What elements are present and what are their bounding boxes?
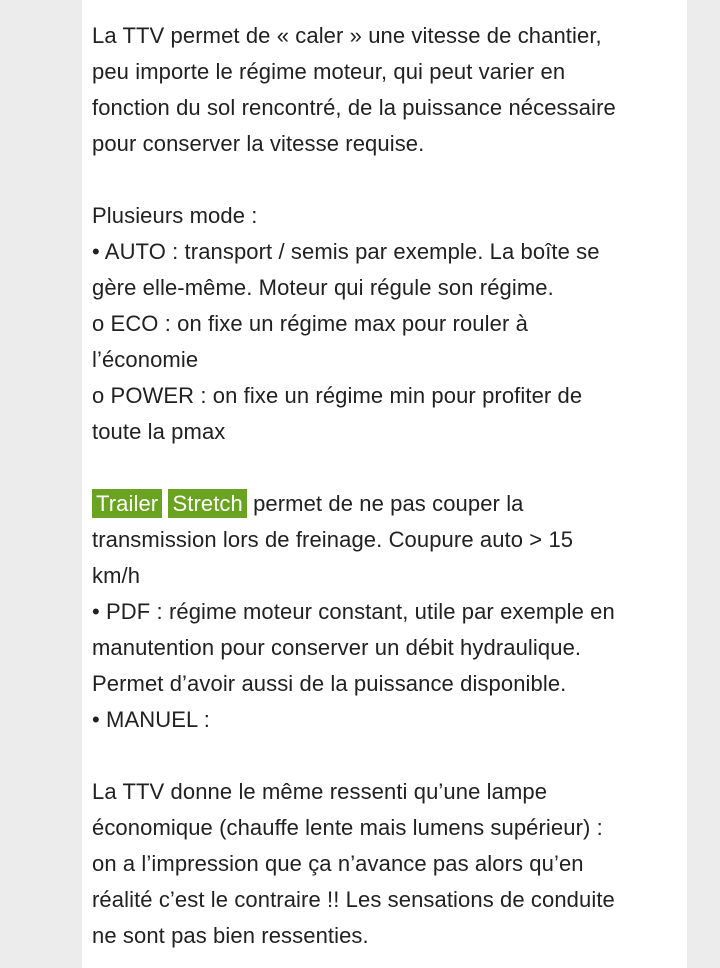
paragraph-spacer — [92, 738, 682, 774]
text-line: La TTV donne le même ressenti qu’une lampe — [92, 779, 548, 804]
document-sheet — [82, 0, 687, 968]
text-line: transmission lors de freinage. Coupure auto > 15 — [92, 527, 574, 552]
text-line: fonction du sol rencontré, de la puissance nécessaire — [92, 95, 616, 120]
text-line: Plusieurs mode : — [92, 203, 258, 228]
paragraph-modes — [92, 198, 682, 450]
text-line: on a l’impression que ça n’avance pas alors qu’en — [92, 851, 584, 876]
list-item-auto: • AUTO : transport / semis par exemple. La boîte se — [92, 239, 600, 264]
tag-stretch[interactable]: Stretch — [168, 489, 246, 518]
text-line: l’économie — [92, 347, 199, 372]
list-item-eco: o ECO : on fixe un régime max pour rouler à — [92, 311, 528, 336]
text-line: km/h — [92, 563, 141, 588]
text-line: La TTV permet de « caler » une vitesse de chantier, — [92, 23, 602, 48]
paragraph-ttv-intro — [92, 18, 682, 162]
note-body — [92, 18, 682, 954]
paragraph-spacer — [92, 162, 682, 198]
list-item-power: o POWER : on fixe un régime min pour profiter de — [92, 383, 583, 408]
text-line: gère elle-même. Moteur qui régule son régime. — [92, 275, 554, 300]
text-line-with-tags — [92, 486, 682, 522]
text-fragment: permet de ne pas couper la — [253, 491, 524, 516]
text-line: économique (chauffe lente mais lumens supérieur) : — [92, 815, 603, 840]
list-item-pdf: • PDF : régime moteur constant, utile par exemple en — [92, 599, 615, 624]
text-line: Permet d’avoir aussi de la puissance disponible. — [92, 671, 567, 696]
paragraph-trailer-stretch — [92, 486, 682, 738]
text-line: toute la pmax — [92, 419, 226, 444]
paragraph-spacer — [92, 450, 682, 486]
text-line: ne sont pas bien ressenties. — [92, 923, 369, 948]
text-line: manutention pour conserver un débit hydraulique. — [92, 635, 582, 660]
text-line: peu importe le régime moteur, qui peut varier en — [92, 59, 566, 84]
paragraph-ttv-feeling — [92, 774, 682, 954]
text-line: pour conserver la vitesse requise. — [92, 131, 425, 156]
text-line: réalité c’est le contraire !! Les sensations de conduite — [92, 887, 615, 912]
tag-trailer[interactable]: Trailer — [92, 489, 162, 518]
list-item-manuel: • MANUEL : — [92, 707, 210, 732]
